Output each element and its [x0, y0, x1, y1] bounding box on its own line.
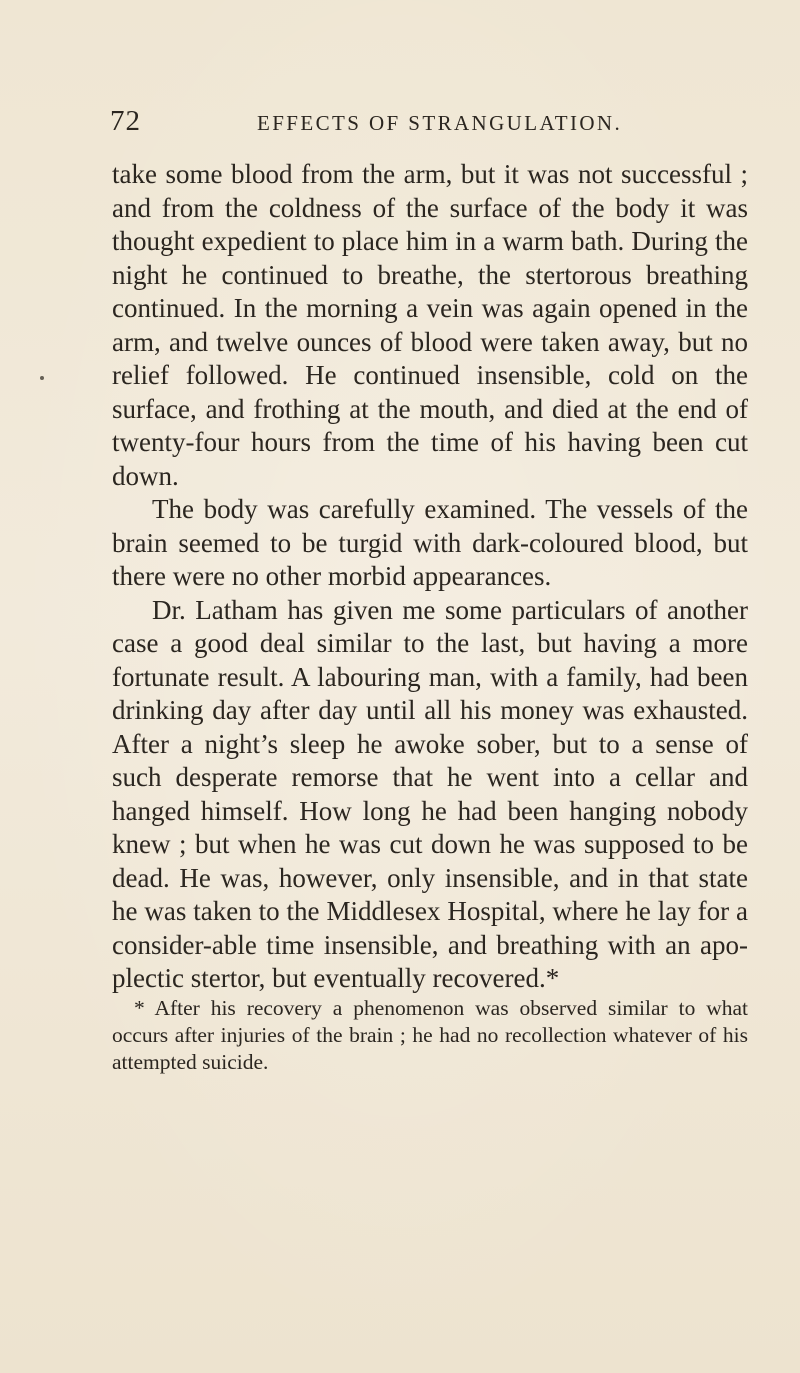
body-text: [112, 158, 748, 996]
paragraph-latham-case: Dr. Latham has given me some particulars of another case a good deal similar to the last, but having a more fortunate result. A labouring man, with a family, had been drinking day after day until all his money was exhausted. After a night’s sleep he awoke sober, but to a sense of such desperate remorse that he went into a cellar and hanged himself. How long he had been hanging nobody knew ; but when he was cut down he was supposed to be dead. He was, however, only insensible, and in that state he was taken to the Middlesex Hospital, where he lay for a consider-able time insensible, and breathing with an apo-plectic stertor, but eventually recovered.*: [112, 594, 748, 993]
paragraph-continued: take some blood from the arm, but it was not successful ; and from the coldness of the surface of the body it was thought expedient to place him in a warm bath. During the night he continued to breathe, the stertorous breathing continued. In the morning a vein was again opened in the arm, and twelve ounces of blood were taken away, but no relief followed. He continued insensible, cold on the surface, and frothing at the mouth, and died at the end of twenty-four hours from the time of his having been cut down.: [112, 159, 748, 491]
paragraph-examination: The body was carefully examined. The vessels of the brain seemed to be turgid with dark-coloured blood, but there were no other morbid appearances.: [112, 494, 748, 591]
margin-speck: [40, 376, 44, 380]
footnote-text: * After his recovery a phenomenon was observed similar to what occurs after injuries of the brain ; he had no recollection whatever of his attempted suicide.: [112, 996, 748, 1074]
page-header: [110, 105, 730, 137]
running-head: EFFECTS OF STRANGULATION.: [257, 111, 623, 135]
page-number: 72: [110, 105, 141, 137]
footnote: [112, 995, 748, 1076]
